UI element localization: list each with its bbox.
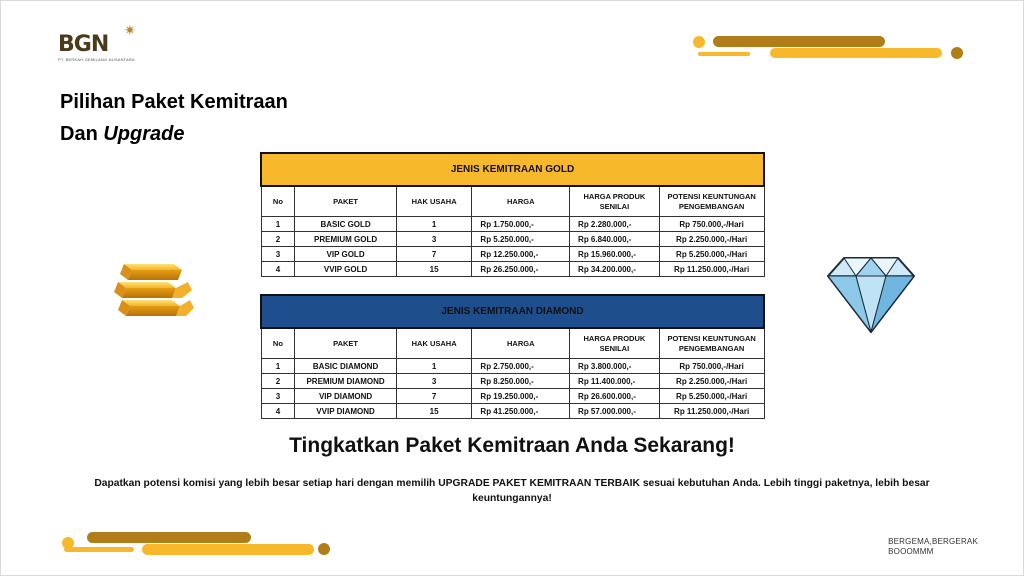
decor-pill bbox=[770, 48, 942, 58]
tagline-line-1: BERGEMA,BERGERAK bbox=[888, 537, 978, 546]
cell: Rp 26.600.000,- bbox=[570, 389, 660, 404]
logo-letters: BGN bbox=[58, 32, 109, 57]
table-row bbox=[261, 232, 764, 247]
page-title bbox=[60, 86, 288, 150]
cell: Rp 57.000.000,- bbox=[570, 404, 660, 419]
cell: 3 bbox=[396, 232, 472, 247]
cell: 1 bbox=[396, 359, 472, 374]
cell: 2 bbox=[261, 232, 295, 247]
cell: 4 bbox=[261, 404, 295, 419]
company-logo bbox=[58, 22, 148, 66]
cell: 3 bbox=[396, 374, 472, 389]
cell: Rp 5.250.000,- bbox=[472, 232, 570, 247]
table-row bbox=[261, 404, 764, 419]
cell: VIP GOLD bbox=[295, 247, 396, 262]
cell: Rp 2.750.000,- bbox=[472, 359, 570, 374]
cell: 7 bbox=[396, 247, 472, 262]
cell: BASIC GOLD bbox=[295, 217, 396, 232]
table-row bbox=[261, 374, 764, 389]
cell: Rp 1.750.000,- bbox=[472, 217, 570, 232]
cell: PREMIUM DIAMOND bbox=[295, 374, 396, 389]
cell: 7 bbox=[396, 389, 472, 404]
cell: Rp 2.280.000,- bbox=[570, 217, 660, 232]
cell: Rp 26.250.000,- bbox=[472, 262, 570, 277]
title-line-1: Pilihan Paket Kemitraan bbox=[60, 91, 288, 113]
cell: Rp 8.250.000,- bbox=[472, 374, 570, 389]
cell: Rp 41.250.000,- bbox=[472, 404, 570, 419]
diamond-table-header: JENIS KEMITRAAN DIAMOND bbox=[261, 295, 764, 328]
table-row bbox=[261, 247, 764, 262]
cell: Rp 2.250.000,-/Hari bbox=[659, 232, 764, 247]
cell: Rp 34.200.000,- bbox=[570, 262, 660, 277]
decor-pill bbox=[698, 52, 750, 56]
cell: Rp 6.840.000,- bbox=[570, 232, 660, 247]
col-header: PAKET bbox=[295, 328, 396, 359]
cell: Rp 5.250.000,-/Hari bbox=[659, 389, 764, 404]
col-header: HARGA PRODUK SENILAI bbox=[570, 328, 660, 359]
diamond-column-headers bbox=[261, 328, 764, 359]
cell: Rp 11.250.000,-/Hari bbox=[659, 404, 764, 419]
cell: 1 bbox=[261, 217, 295, 232]
title-line-2-italic: Upgrade bbox=[103, 123, 185, 145]
col-header: POTENSI KEUNTUNGAN PENGEMBANGAN bbox=[659, 186, 764, 217]
cell: 2 bbox=[261, 374, 295, 389]
col-header: HAK USAHA bbox=[396, 186, 472, 217]
cell: 3 bbox=[261, 247, 295, 262]
cell: BASIC DIAMOND bbox=[295, 359, 396, 374]
cell: 4 bbox=[261, 262, 295, 277]
cta-heading: Tingkatkan Paket Kemitraan Anda Sekarang! bbox=[289, 434, 735, 457]
table-row bbox=[261, 389, 764, 404]
gold-bars-icon bbox=[112, 258, 194, 320]
decor-pill bbox=[142, 544, 314, 555]
diamond-package-table bbox=[260, 294, 765, 419]
gold-table-header: JENIS KEMITRAAN GOLD bbox=[261, 153, 764, 186]
decor-pill bbox=[87, 532, 251, 543]
col-header: No bbox=[261, 186, 295, 217]
cell: Rp 12.250.000,- bbox=[472, 247, 570, 262]
col-header: HARGA PRODUK SENILAI bbox=[570, 186, 660, 217]
cell: VVIP GOLD bbox=[295, 262, 396, 277]
cell: Rp 5.250.000,-/Hari bbox=[659, 247, 764, 262]
cell: Rp 11.250.000,-/Hari bbox=[659, 262, 764, 277]
tagline-line-2: BOOOMMM bbox=[888, 547, 934, 556]
table-row bbox=[261, 359, 764, 374]
cell: 3 bbox=[261, 389, 295, 404]
col-header: PAKET bbox=[295, 186, 396, 217]
gold-package-table bbox=[260, 152, 765, 277]
cell: Rp 2.250.000,-/Hari bbox=[659, 374, 764, 389]
col-header: HARGA bbox=[472, 328, 570, 359]
cell: Rp 750.000,-/Hari bbox=[659, 359, 764, 374]
col-header: No bbox=[261, 328, 295, 359]
gold-column-headers bbox=[261, 186, 764, 217]
cell: Rp 11.400.000,- bbox=[570, 374, 660, 389]
title-line-2-plain: Dan bbox=[60, 123, 104, 145]
cell: VVIP DIAMOND bbox=[295, 404, 396, 419]
col-header: HARGA bbox=[472, 186, 570, 217]
logo-subtitle: PT. BERKAH GEMILANG NUSANTARA bbox=[58, 57, 135, 62]
decor-dot bbox=[951, 47, 963, 59]
cell: VIP DIAMOND bbox=[295, 389, 396, 404]
cell: 15 bbox=[396, 404, 472, 419]
table-row bbox=[261, 217, 764, 232]
cell: Rp 750.000,-/Hari bbox=[659, 217, 764, 232]
col-header: HAK USAHA bbox=[396, 328, 472, 359]
decor-dot bbox=[693, 36, 705, 48]
decor-pill bbox=[713, 36, 885, 47]
diamond-icon bbox=[826, 254, 916, 334]
cell: 15 bbox=[396, 262, 472, 277]
description-text: Dapatkan potensi komisi yang lebih besar setiap hari dengan memilih UPGRADE PAKET KEMITRAAN TERBAIK sesuai kebutuhan Anda. Lebih tinggi paketnya, lebih besar keuntungannya! bbox=[94, 478, 930, 504]
decor-dot bbox=[318, 543, 330, 555]
cell: 1 bbox=[261, 359, 295, 374]
star-icon: ✷ bbox=[124, 22, 136, 38]
cell: Rp 3.800.000,- bbox=[570, 359, 660, 374]
col-header: POTENSI KEUNTUNGAN PENGEMBANGAN bbox=[659, 328, 764, 359]
tagline bbox=[888, 537, 978, 557]
cell: PREMIUM GOLD bbox=[295, 232, 396, 247]
decor-pill bbox=[64, 547, 134, 552]
title-line-2 bbox=[60, 118, 288, 150]
cell: Rp 19.250.000,- bbox=[472, 389, 570, 404]
cell: 1 bbox=[396, 217, 472, 232]
cell: Rp 15.960.000,- bbox=[570, 247, 660, 262]
table-row bbox=[261, 262, 764, 277]
